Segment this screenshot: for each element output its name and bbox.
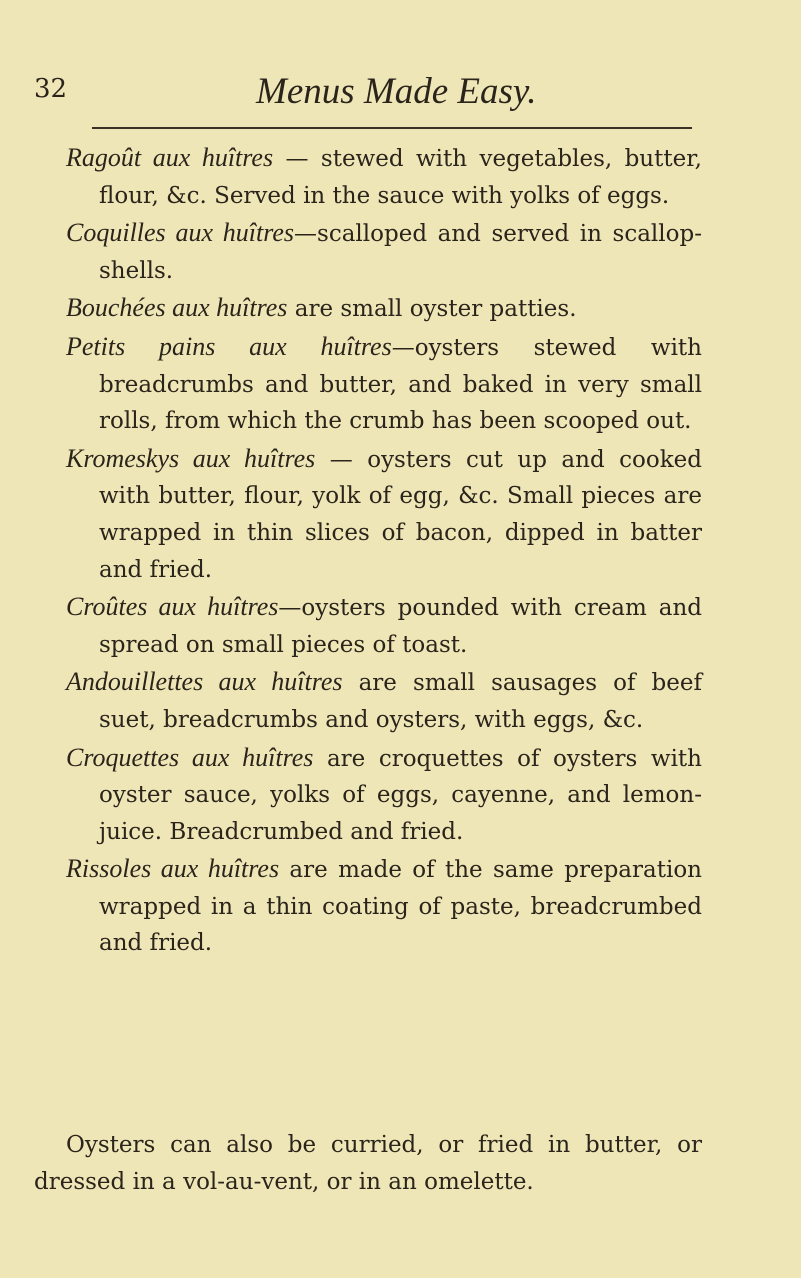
- entry-andouillettes: [66, 664, 702, 738]
- entry-text: —scalloped and served in scallop-shells.: [99, 221, 702, 284]
- entry-term: Croquettes aux huîtres: [66, 742, 314, 772]
- entry-croquettes: [66, 740, 702, 851]
- closing-paragraph: Oysters can also be curried, or fried in butter, or dressed in a vol-au-vent, or in an omelette.: [34, 1132, 702, 1195]
- page-header: [34, 70, 764, 118]
- entry-text: — stewed with vegetables, butter, flour, &c. Served in the sauce with yolks of eggs.: [99, 146, 702, 209]
- entry-text: are croquettes of oysters with oyster sauce, yolks of eggs, cayenne, and lemon-juice. Breadcrumbed and fried.: [99, 745, 702, 845]
- entry-kromeskys: [66, 441, 702, 588]
- entry-text: —oysters stewed with breadcrumbs and butter, and baked in very small rolls, from which the crumb has been scooped out.: [99, 334, 702, 435]
- entry-text: are small oyster patties.: [287, 296, 577, 323]
- page-number: 32: [34, 74, 68, 104]
- entry-text: are made of the same preparation wrapped in a thin coating of paste, breadcrumbed and fried.: [99, 857, 702, 957]
- header-rule: [92, 127, 692, 129]
- entry-term: Croûtes aux huîtres: [66, 592, 279, 622]
- entry-ragout: [66, 140, 702, 214]
- entry-coquilles: [66, 215, 702, 289]
- entry-text: — oysters cut up and cooked with butter, flour, yolk of egg, &c. Small pieces are wrapped in thin slices of bacon, dipped in batter and fried.: [99, 446, 702, 583]
- entry-term: Andouillettes aux huîtres: [66, 667, 343, 697]
- entry-term: Ragoût aux huîtres: [66, 143, 274, 172]
- entry-term: Kromeskys aux huîtres: [66, 443, 316, 473]
- entry-term: Petits pains aux huîtres: [66, 331, 392, 361]
- entry-term: Coquilles aux huîtres: [66, 218, 295, 248]
- entry-text: —oysters pounded with cream and spread on small pieces of toast.: [99, 595, 702, 658]
- entry-petits-pains: [66, 329, 702, 440]
- entry-bouchees: [66, 290, 702, 328]
- entry-term: Bouchées aux huîtres: [66, 293, 288, 323]
- entry-croutes: [66, 589, 702, 663]
- running-title: Menus Made Easy.: [256, 71, 537, 112]
- entry-text: are small sausages of beef suet, breadcrumbs and oysters, with eggs, &c.: [99, 670, 702, 733]
- entry-list: [66, 140, 702, 963]
- entry-term: Rissoles aux huîtres: [66, 854, 280, 884]
- entry-rissoles: [66, 851, 702, 962]
